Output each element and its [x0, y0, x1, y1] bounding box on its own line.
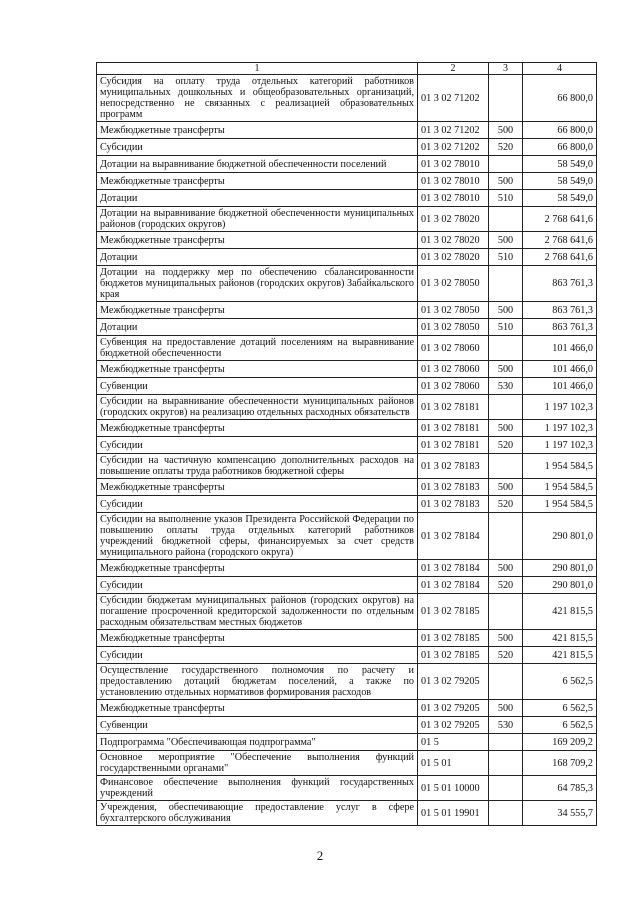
row-code: 01 3 02 78060	[418, 361, 489, 378]
row-type: 500	[489, 479, 523, 496]
row-name: Субвенции	[97, 378, 418, 395]
table-row	[97, 395, 597, 420]
row-type: 500	[489, 232, 523, 249]
row-name: Межбюджетные трансферты	[97, 122, 418, 139]
row-type: 500	[489, 700, 523, 717]
row-amount: 66 800,0	[523, 122, 597, 139]
row-code: 01 5 01 10000	[418, 776, 489, 801]
row-name: Дотации	[97, 190, 418, 207]
row-amount: 58 549,0	[523, 173, 597, 190]
row-type: 520	[489, 647, 523, 664]
table-row	[97, 173, 597, 190]
row-name: Финансовое обеспечение выполнения функций государственных учреждений	[97, 776, 418, 801]
row-name: Субвенция на предоставление дотаций поселениям на выравнивание бюджетной обеспеченности	[97, 336, 418, 361]
row-type: 500	[489, 122, 523, 139]
row-code: 01 5	[418, 734, 489, 751]
row-type: 530	[489, 378, 523, 395]
row-amount: 101 466,0	[523, 361, 597, 378]
table-row	[97, 361, 597, 378]
row-type	[489, 75, 523, 122]
table-row	[97, 496, 597, 513]
row-code: 01 3 02 71202	[418, 139, 489, 156]
row-code: 01 3 02 78060	[418, 336, 489, 361]
row-name: Межбюджетные трансферты	[97, 700, 418, 717]
row-amount: 863 761,3	[523, 266, 597, 302]
row-code: 01 3 02 78020	[418, 207, 489, 232]
table-header-row	[97, 63, 597, 75]
table-row	[97, 190, 597, 207]
row-type: 500	[489, 173, 523, 190]
row-amount: 421 815,5	[523, 647, 597, 664]
table-row	[97, 560, 597, 577]
row-type	[489, 336, 523, 361]
row-amount: 64 785,3	[523, 776, 597, 801]
row-code: 01 3 02 79205	[418, 700, 489, 717]
row-amount: 421 815,5	[523, 630, 597, 647]
row-type	[489, 734, 523, 751]
row-amount: 863 761,3	[523, 302, 597, 319]
table-row	[97, 122, 597, 139]
row-amount: 290 801,0	[523, 513, 597, 560]
table-row	[97, 420, 597, 437]
row-type: 500	[489, 630, 523, 647]
row-amount: 863 761,3	[523, 319, 597, 336]
column-header: 2	[418, 63, 489, 75]
table-row	[97, 630, 597, 647]
row-type	[489, 513, 523, 560]
row-type	[489, 751, 523, 776]
row-code: 01 3 02 78183	[418, 454, 489, 479]
row-name: Осуществление государственного полномочия по расчету и предоставлению дотаций бюджетам поселений, а также по установлению отдельных нормативов формирования расходов	[97, 664, 418, 700]
row-code: 01 3 02 78020	[418, 249, 489, 266]
row-name: Субсидия на оплату труда отдельных категорий работников муниципальных дошкольных и общеобразовательных организаций, непосредственно не связанных с реализацией образовательных программ	[97, 75, 418, 122]
row-amount: 1 197 102,3	[523, 420, 597, 437]
row-name: Межбюджетные трансферты	[97, 630, 418, 647]
row-amount: 101 466,0	[523, 336, 597, 361]
row-amount: 1 954 584,5	[523, 479, 597, 496]
row-name: Субсидии на выполнение указов Президента Российской Федерации по повышению оплаты труда отдельных категорий работников учреждений бюджетной сферы, финансируемых за счет средств муниципального района (городского округа)	[97, 513, 418, 560]
row-name: Учреждения, обеспечивающие предоставление услуг в сфере бухгалтерского обслуживания	[97, 801, 418, 826]
row-code: 01 3 02 78050	[418, 266, 489, 302]
row-amount: 290 801,0	[523, 577, 597, 594]
row-code: 01 3 02 71202	[418, 122, 489, 139]
table-row	[97, 594, 597, 630]
table-row	[97, 336, 597, 361]
row-type	[489, 454, 523, 479]
row-type: 520	[489, 577, 523, 594]
table-row	[97, 513, 597, 560]
row-type: 510	[489, 190, 523, 207]
row-name: Основное мероприятие "Обеспечение выполнения функций государственными органами"	[97, 751, 418, 776]
row-type	[489, 664, 523, 700]
row-name: Межбюджетные трансферты	[97, 232, 418, 249]
column-header: 3	[489, 63, 523, 75]
row-name: Субсидии	[97, 577, 418, 594]
table-row	[97, 319, 597, 336]
table-row	[97, 75, 597, 122]
row-code: 01 5 01 19901	[418, 801, 489, 826]
row-name: Субсидии на выравнивание обеспеченности муниципальных районов (городских округов) на реализацию отдельных расходных обязательств	[97, 395, 418, 420]
row-code: 01 3 02 78181	[418, 437, 489, 454]
row-name: Субсидии	[97, 647, 418, 664]
row-type: 510	[489, 249, 523, 266]
row-type	[489, 395, 523, 420]
table-row	[97, 479, 597, 496]
row-amount: 1 954 584,5	[523, 454, 597, 479]
row-name: Межбюджетные трансферты	[97, 173, 418, 190]
table-row	[97, 454, 597, 479]
row-code: 01 3 02 78010	[418, 173, 489, 190]
row-name: Дотации на выравнивание бюджетной обеспеченности поселений	[97, 156, 418, 173]
row-amount: 6 562,5	[523, 664, 597, 700]
row-name: Субсидии	[97, 496, 418, 513]
row-amount: 1 197 102,3	[523, 395, 597, 420]
row-code: 01 3 02 78183	[418, 479, 489, 496]
row-amount: 1 197 102,3	[523, 437, 597, 454]
table-row	[97, 302, 597, 319]
table-row	[97, 801, 597, 826]
row-type	[489, 801, 523, 826]
row-code: 01 3 02 78020	[418, 232, 489, 249]
row-name: Дотации	[97, 249, 418, 266]
row-amount: 6 562,5	[523, 700, 597, 717]
row-name: Подпрограмма "Обеспечивающая подпрограмма"	[97, 734, 418, 751]
table-row	[97, 207, 597, 232]
row-code: 01 3 02 78185	[418, 647, 489, 664]
row-type	[489, 156, 523, 173]
row-code: 01 3 02 78181	[418, 395, 489, 420]
row-type: 500	[489, 361, 523, 378]
row-name: Дотации на поддержку мер по обеспечению сбалансированности бюджетов муниципальных районов (городских округов) Забайкальского края	[97, 266, 418, 302]
row-code: 01 3 02 71202	[418, 75, 489, 122]
page-number: 2	[316, 848, 324, 863]
row-amount: 2 768 641,6	[523, 207, 597, 232]
row-type: 510	[489, 319, 523, 336]
row-code: 01 3 02 78184	[418, 513, 489, 560]
row-amount: 2 768 641,6	[523, 249, 597, 266]
row-name: Межбюджетные трансферты	[97, 302, 418, 319]
row-type: 520	[489, 139, 523, 156]
row-amount: 6 562,5	[523, 717, 597, 734]
row-code: 01 3 02 78010	[418, 190, 489, 207]
row-type	[489, 594, 523, 630]
row-name: Субсидии на частичную компенсацию дополнительных расходов на повышение оплаты труда работников бюджетной сферы	[97, 454, 418, 479]
row-code: 01 3 02 78184	[418, 577, 489, 594]
budget-table	[96, 62, 597, 826]
row-amount: 58 549,0	[523, 156, 597, 173]
row-name: Субсидии бюджетам муниципальных районов (городских округов) на погашение просроченной кредиторской задолженности по отдельным расходным обязательствам местных бюджетов	[97, 594, 418, 630]
row-type	[489, 776, 523, 801]
row-type: 520	[489, 496, 523, 513]
row-code: 01 5 01	[418, 751, 489, 776]
row-name: Дотации	[97, 319, 418, 336]
row-code: 01 3 02 78060	[418, 378, 489, 395]
table-row	[97, 700, 597, 717]
row-amount: 169 209,2	[523, 734, 597, 751]
table-row	[97, 776, 597, 801]
row-name: Межбюджетные трансферты	[97, 420, 418, 437]
row-code: 01 3 02 79205	[418, 664, 489, 700]
table-row	[97, 647, 597, 664]
row-type: 500	[489, 560, 523, 577]
row-amount: 58 549,0	[523, 190, 597, 207]
row-code: 01 3 02 78181	[418, 420, 489, 437]
row-amount: 66 800,0	[523, 139, 597, 156]
table-row	[97, 232, 597, 249]
row-type: 500	[489, 302, 523, 319]
row-amount: 66 800,0	[523, 75, 597, 122]
table-row	[97, 437, 597, 454]
row-code: 01 3 02 78183	[418, 496, 489, 513]
row-code: 01 3 02 78050	[418, 302, 489, 319]
row-name: Субсидии	[97, 437, 418, 454]
row-name: Субвенции	[97, 717, 418, 734]
row-type	[489, 266, 523, 302]
row-amount: 34 555,7	[523, 801, 597, 826]
table-row	[97, 378, 597, 395]
row-name: Субсидии	[97, 139, 418, 156]
row-code: 01 3 02 78050	[418, 319, 489, 336]
row-type: 520	[489, 437, 523, 454]
table-row	[97, 156, 597, 173]
row-name: Межбюджетные трансферты	[97, 361, 418, 378]
row-amount: 421 815,5	[523, 594, 597, 630]
table-row	[97, 577, 597, 594]
table-row	[97, 717, 597, 734]
row-code: 01 3 02 78185	[418, 630, 489, 647]
row-amount: 290 801,0	[523, 560, 597, 577]
table-row	[97, 139, 597, 156]
row-amount: 168 709,2	[523, 751, 597, 776]
row-type: 530	[489, 717, 523, 734]
row-type: 500	[489, 420, 523, 437]
row-name: Межбюджетные трансферты	[97, 479, 418, 496]
row-amount: 2 768 641,6	[523, 232, 597, 249]
table-row	[97, 249, 597, 266]
table-row	[97, 664, 597, 700]
table-row	[97, 734, 597, 751]
row-code: 01 3 02 79205	[418, 717, 489, 734]
budget-table-body	[97, 63, 597, 826]
row-amount: 101 466,0	[523, 378, 597, 395]
table-row	[97, 751, 597, 776]
column-header: 4	[523, 63, 597, 75]
row-code: 01 3 02 78184	[418, 560, 489, 577]
column-header: 1	[97, 63, 418, 75]
row-code: 01 3 02 78010	[418, 156, 489, 173]
row-type	[489, 207, 523, 232]
table-row	[97, 266, 597, 302]
row-amount: 1 954 584,5	[523, 496, 597, 513]
row-name: Межбюджетные трансферты	[97, 560, 418, 577]
row-name: Дотации на выравнивание бюджетной обеспеченности муниципальных районов (городских округов)	[97, 207, 418, 232]
row-code: 01 3 02 78185	[418, 594, 489, 630]
